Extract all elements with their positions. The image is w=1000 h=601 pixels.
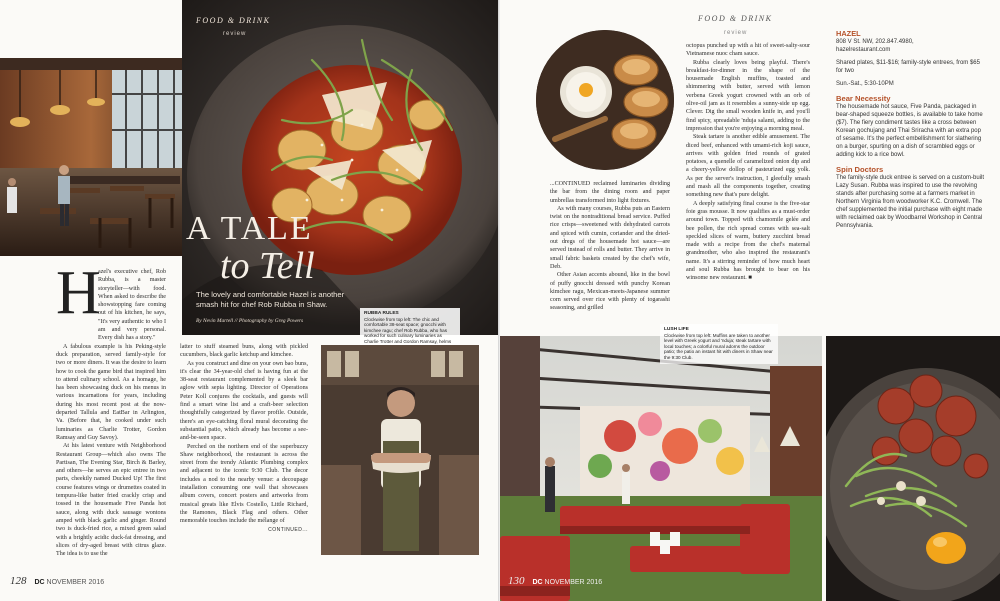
right-kicker: FOOD & DRINK (698, 14, 773, 23)
body-col2-right (686, 42, 810, 283)
right-folio-mag: DC (532, 579, 543, 586)
steak-tartare-photo (826, 336, 1000, 601)
restaurant-interior-photo (0, 58, 182, 256)
body-col2-left-p2: As you construct and dine on your own bao buns, it's clear the 34-year-old chef is having fun at the 38-seat restaurant complemented by a sleek bar aglow with sepia lighting. Director of Operations Peter Koll conjures the cocktails, and guests will find a smart wine list and a craft-beer selection thoughtfully categorized by flavor profile. Outside, there's an eye-catching floral mural decorating the substantial patio, which already has become a see-and-be-seen space. (180, 360, 308, 442)
right-folio (508, 575, 602, 587)
left-folio-mag: DC (34, 579, 45, 586)
restaurant-prices: Shared plates, $11-$16; family-style entrees, from $65 for two (836, 60, 980, 74)
left-sub: review (223, 31, 247, 37)
left-folio-num: 128 (10, 575, 27, 587)
body-col2-right-p2: Rubba clearly loves being playful. There's breakfast-for-dinner in the shape of the housemade English muffins, toasted and shimmering with butter, served with lemon verbena Greek yogurt crowned with an orb of olive-oil jam as it resembles a sunny-side up egg. Clever. Dig the small wooden knife in, and you'll find spicy, spreadable 'nduja salami, adding to the impression that you're enjoying a morning meal. (686, 59, 810, 132)
drop-cap: H (56, 259, 101, 327)
body-col1-left-p3: At his latest venture with Neighborhood Restaurant Group—which also owns The Partisan, The Evening Star, Birch & Barley, and others—he serves an epic entree in two parts, cheekily named Ducked Up! The first course features wings or drumettes coated in tempura-like batter fried crackly crisp and tossed in the housemade Five Panda hot sauce, along with duck sausage wontons amped with black garlic and ginger. Round two is duck-fried rice, a mixed green salad with a brightly acidic duck-fat dressing, and slices of dry-aged breast with citrus glaze. The idea is to use the (56, 443, 166, 558)
body-col2-left-p1: latter to stuff steamed buns, along with pickled cucumbers, black garlic ketchup and kimchee. (180, 344, 308, 359)
body-col2-right-p4: A deeply satisfying final course is the five-star foie gras mousse. It now qualifies as a must-order around town. Topped with chamomile gelée and bee pollen, the rich spread comes with sea-salt speckled slices of warm, buttery zucchini bread made with a recipe from the chef's maternal grandmother, who also inspired the restaurant's name. It's a stirring reminder of how much heart and soul Rubba has brought to bear on his winsome new restaurant. ■ (686, 200, 810, 282)
left-kicker: FOOD & DRINK (196, 16, 271, 25)
restaurant-web: hazelrestaurant.com (836, 47, 891, 53)
patio-mural-photo (500, 336, 822, 601)
muffin-photo (536, 30, 674, 170)
body-col1-left-p1: azel's executive chef, Rob Rubba, is a master storyteller—with food. When asked to describe the showstopping fare coming out of his kitchen, he says, "It's very authentic to who I am and very personal. Every dish has a story." (98, 269, 166, 342)
left-folio (10, 575, 104, 587)
right-folio-date: NOVEMBER 2016 (544, 579, 603, 586)
body-col2-left-p3: Perched on the northern end of the superbuzzy Shaw neighborhood, the restaurant is across the street from the trendy Atlantic Plumbing complex and adjacent to the iconic 9:30 Club. The decor includes a nod to the nearby venue: a decoupage installation consuming one wall that showcases album covers, concert posters and artworks from musical greats like Elvis Costello, Little Richard, the Ramones, Black Flag and others. Other memorable touches include the mélange of (180, 443, 308, 525)
byline: By Nevin Martell // Photography by Greg Powers (196, 318, 304, 324)
info-sidebar (836, 30, 986, 230)
body-col1-left (56, 268, 166, 558)
restaurant-address: 808 V St. NW, 202.847.4980, (836, 39, 914, 45)
right-caption-title: LUSH LIFE (664, 327, 689, 332)
body-col2-right-p1: octopus punched up with a hit of sweet-salty-sour Vietnamese nuoc cham sauce. (686, 43, 810, 58)
right-sub: review (724, 30, 748, 36)
dek: The lovely and comfortable Hazel is another smash hit for chef Rob Rubba in Shaw. (196, 290, 345, 309)
right-caption-text: Clockwise from top left: Muffins are taken to another level with Greek yogurt and 'nduja; steak tartare with local touches; a colorful mural adorns the outdoor patio; the patio an instant hit with diners in Shaw near the 9:30 Club. (664, 332, 773, 360)
restaurant-name: HAZEL (836, 29, 861, 38)
sidebar1-text: The housemade hot sauce, Five Panda, packaged in bear-shaped squeeze bottles, is available to take home ($7). The fiery condiment tastes like a cross between Korean gochujang and Thai Sriracha with an extra pop of sesame. It's the perfect embellishment for slathering on a burger, spurting on a dish of scrambled eggs or adding kick to a rice bowl. (836, 104, 983, 158)
sidebar2-text: The family-style duck entree is served on a custom-built Lazy Susan. Rubba was inspired to use the revolving stands after purchasing some at a farmers market in Northern Virginia from woodworker K.C. Cromwell. The chef supplemented the initial purchase with eight made with reclaimed oak by Woodbarrel Workshop in Central Pennsylvania. (836, 175, 985, 229)
body-col1-left-p2: A fabulous example is his Peking-style duck preparation, served family-style for two or more diners. It was the desire to learn how to cook the game bird that inspired him to attend culinary school. As a homage, he has been showcasing duck on his menus in various incarnations for years, including during his most recent post at the now-departed Tallula and EatBar in Arlington, Va. (Before that, he cooked under such luminaries as Charlie Trotter, Gordon Ramsay and Guy Savoy). (56, 343, 166, 441)
chef-portrait-photo (321, 345, 479, 555)
body-col1-right-p3: Other Asian accents abound, like in the bowl of puffy gnocchi dressed with punchy Korean kimchee ragu, Mexican-meets-Japanese summer corn served over rice with plenty of togarashi seasoning, and grilled (550, 272, 670, 312)
right-page (500, 0, 1000, 601)
right-folio-num: 130 (508, 575, 525, 587)
left-caption-text: Clockwise from top left: The chic and comfortable 38-seat space; gnocchi with kimchee ragu; chef Rob Rubba, who has worked for such culinary luminaries as Charlie Trotter and Gordon Ramsay, helms (364, 316, 452, 344)
sidebar1-title: Bear Necessity (836, 94, 891, 103)
left-folio-date: NOVEMBER 2016 (46, 579, 105, 586)
restaurant-hours: Sun.-Sat., 5:30-10PM (836, 81, 894, 87)
headline (186, 212, 336, 286)
continued-label: CONTINUED... (268, 526, 308, 533)
body-col1-right-p1: ...CONTINUED reclaimed luminaries dividing the bar from the dining room and paper umbrellas transformed into light fixtures. (550, 181, 670, 204)
headline-line1: A TALE (186, 210, 313, 247)
left-caption-title: RUBBA RULES (364, 311, 399, 316)
right-photo-caption (660, 324, 778, 364)
body-col1-right (550, 180, 670, 313)
headline-line2: to Tell (220, 245, 315, 287)
body-col2-left (180, 343, 308, 534)
sidebar2-title: Spin Doctors (836, 165, 884, 174)
body-col2-right-p3: Steak tartare is another edible amusement. The diced beef, enhanced with umami-rich koji sauce, arrives with golden fried rounds of grated potatoes, a quenelle of caramelized onion dip and a cheery-yellow dollop of pasteurized egg yolk. As per the server's instruction, I gleefully smash and mash all the components together, creating something new that's pure delight. (686, 134, 810, 199)
body-col1-right-p2: As with many courses, Rubba puts an Eastern twist on the nontraditional bread service. Puffed rice crisps—sweetened with dehydrated carrots and spiced with cumin, coriander and the dried-out dregs of the housemade hot sauce—are served instead of rolls and butter. They arrive in small fabric baskets created by the chef's wife, Deb. (550, 205, 670, 270)
